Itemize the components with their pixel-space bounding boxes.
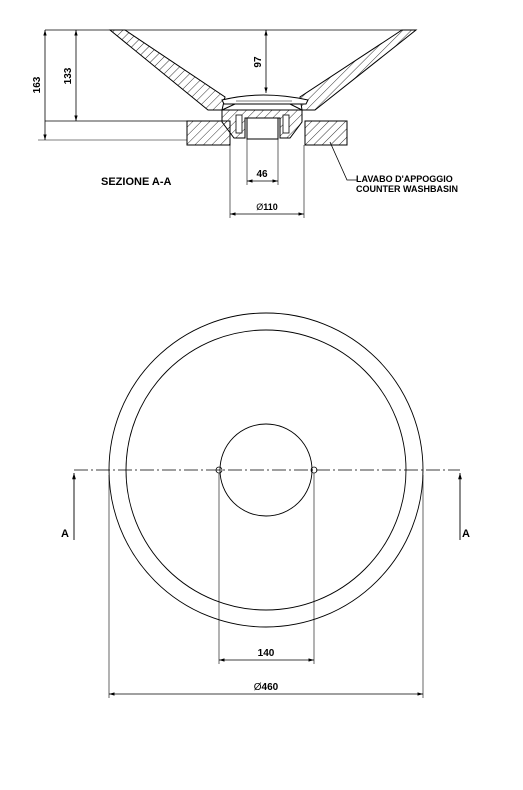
countertop-left — [187, 121, 230, 145]
plan-view — [61, 313, 470, 698]
dim-drain-depth: 97 — [253, 56, 264, 68]
bowl-wall-right — [300, 30, 416, 110]
outer-rim-circle — [109, 313, 423, 627]
dim-outer-diameter: Ø460 — [253, 682, 279, 693]
dim-total-height: 163 — [32, 76, 43, 94]
countertop-right — [305, 121, 347, 145]
bowl-wall-left — [110, 30, 225, 110]
section-mark-left: A — [61, 528, 69, 540]
section-title: SEZIONE A-A — [101, 176, 172, 188]
drain-cap — [222, 95, 308, 104]
section-mark-right: A — [462, 528, 470, 540]
countertop-note-line2: COUNTER WASHBASIN — [356, 184, 459, 194]
countertop-note-line1: LAVABO D'APPOGGIO — [356, 174, 453, 184]
dim-drain-width: 46 — [256, 169, 268, 180]
section-view — [32, 30, 458, 218]
dim-hole-diameter: Ø110 — [256, 202, 278, 212]
dim-basin-height: 133 — [63, 67, 74, 85]
dim-drain-holes: 140 — [257, 648, 275, 659]
